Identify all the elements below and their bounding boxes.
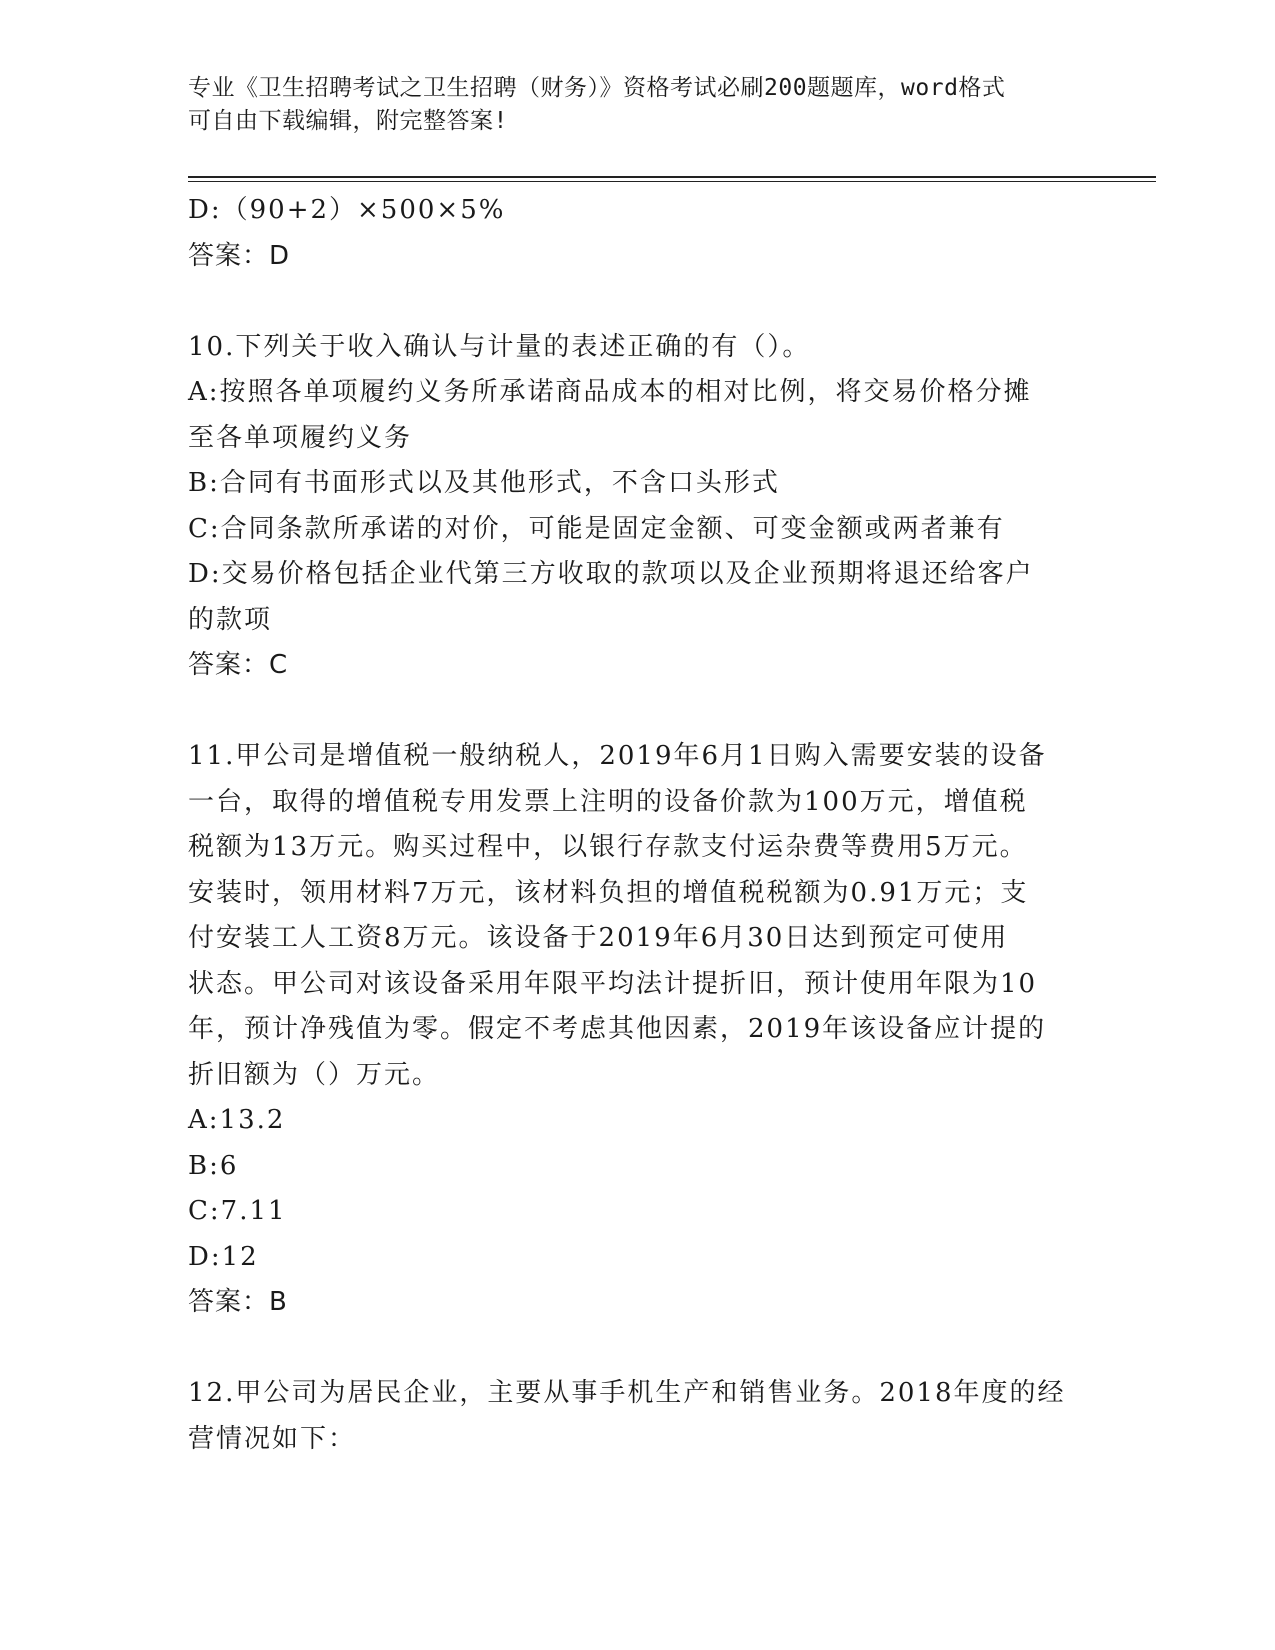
q10-option-d-line-2: 的款项 [188,604,273,635]
q10-option-d-line-1: D:交易价格包括企业代第三方收取的款项以及企业预期将退还给客户 [188,559,1034,589]
q11-stem-line: 11.甲公司是增值税一般纳税人，2019年6月1日购入需要安装的设备 [188,741,1047,771]
q11-option-a: A:13.2 [188,1105,286,1135]
header-line-1: 专业《卫生招聘考试之卫生招聘（财务）》资格考试必刷200题题库，word格式 [188,75,1006,101]
q11-stem-line: 税额为13万元。购买过程中，以银行存款支付运杂费等费用5万元。 [188,832,1028,862]
header-rule-thin [188,181,1156,182]
question-content [188,188,1088,1462]
spacer [188,689,1088,735]
q11-stem-line: 一台，取得的增值税专用发票上注明的设备价款为100万元，增值税 [188,786,1028,817]
q9-option-d: D:（90+2）×500×5% [188,195,506,225]
q11-option-c: C:7.11 [188,1196,287,1226]
q10-option-a-line-1: A:按照各单项履约义务所承诺商品成本的相对比例，将交易价格分摊 [188,377,1032,407]
q10-stem: 10.下列关于收入确认与计量的表述正确的有（）。 [188,331,811,362]
spacer [188,1326,1088,1372]
q11-stem-line: 安装时，领用材料7万元，该材料负担的增值税税额为0.91万元；支 [188,877,1029,908]
q9-answer: 答案：D [188,240,291,271]
spacer [188,279,1088,325]
q10-option-a-line-2: 至各单项履约义务 [188,422,413,453]
q12-stem-line-2: 营情况如下： [188,1423,357,1454]
q11-stem-line: 折旧额为（）万元。 [188,1059,441,1090]
q11-stem-line: 付安装工人工资8万元。该设备于2019年6月30日达到预定可使用 [188,923,1009,953]
q11-stem-line: 年，预计净残值为零。假定不考虑其他因素，2019年该设备应计提的 [188,1014,1047,1044]
q11-stem-line: 状态。甲公司对该设备采用年限平均法计提折旧，预计使用年限为10 [188,968,1038,999]
q10-option-c: C:合同条款所承诺的对价，可能是固定金额、可变金额或两者兼有 [188,513,1005,544]
q11-option-d: D:12 [188,1241,259,1272]
q10-answer: 答案：C [188,650,289,680]
header-rule-thick [188,176,1156,178]
q12-stem-line-1: 12.甲公司为居民企业，主要从事手机生产和销售业务。2018年度的经 [188,1378,1066,1408]
q10-option-b: B:合同有书面形式以及其他形式，不含口头形式 [188,468,780,498]
q11-option-b: B:6 [188,1150,239,1181]
document-header [188,72,1068,138]
q11-answer: 答案：B [188,1287,288,1317]
header-line-2: 可自由下载编辑，附完整答案! [188,108,508,134]
